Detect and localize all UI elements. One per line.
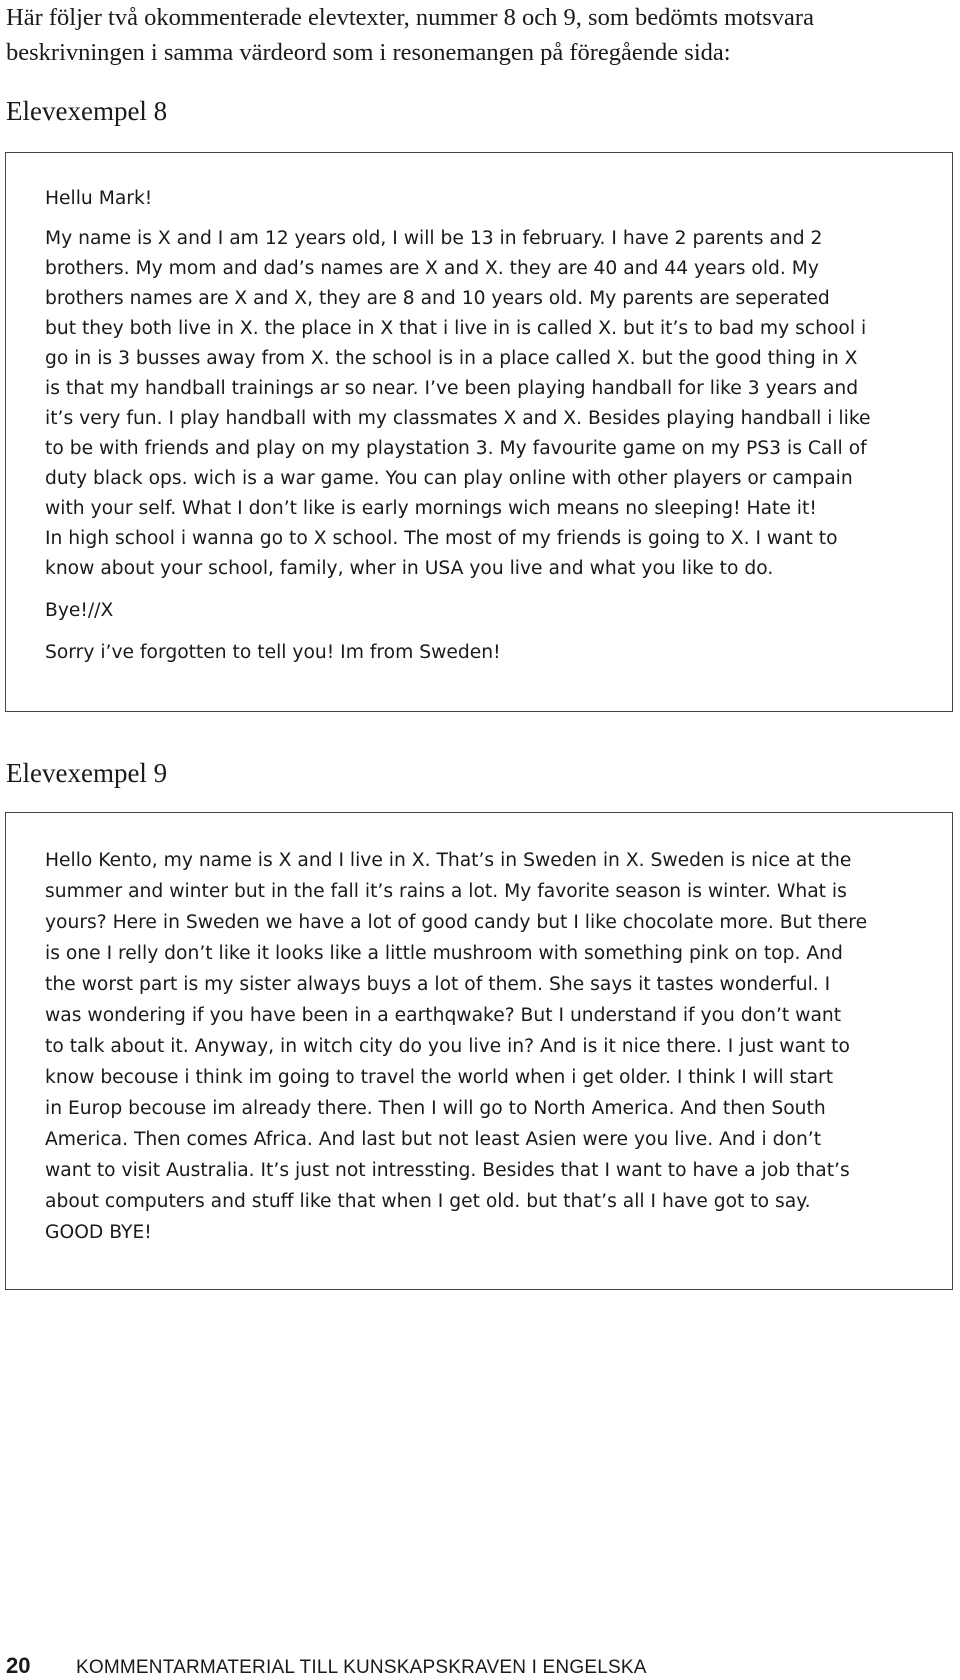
letter-line: In high school i wanna go to X school. The most of my friends is going to X. I want to — [45, 528, 838, 549]
example-8-text-box — [5, 152, 953, 712]
letter-line: Hellu Mark! — [45, 188, 153, 209]
letter-signature: Bye!//X — [45, 600, 114, 621]
letter-line: was wondering if you have been in a earthqwake? But I understand if you don’t want — [45, 1005, 842, 1026]
letter-line: to talk about it. Anyway, in witch city do you live in? And is it nice there. I just want to — [45, 1036, 850, 1057]
letter-line: go in is 3 busses away from X. the school is in a place called X. but the good thing in X — [45, 348, 858, 369]
example-9-text-box — [5, 812, 953, 1290]
page-number: 20 — [6, 1653, 31, 1678]
letter-line: know about your school, family, wher in USA you live and what you like to do. — [45, 558, 774, 579]
letter-line: is one I relly don’t like it looks like a little mushroom with something pink on top. And — [45, 943, 843, 964]
intro-line: beskrivningen i samma värdeord som i resonemangen på föregående sida: — [6, 39, 731, 66]
letter-line: in Europ becouse im already there. Then I will go to North America. And then South — [45, 1098, 826, 1119]
letter-line: brothers. My mom and dad’s names are X and X. they are 40 and 44 years old. My — [45, 258, 819, 279]
letter-line: duty black ops. wich is a war game. You can play online with other players or campain — [45, 468, 853, 489]
letter-line: the worst part is my sister always buys a lot of them. She says it tastes wonderful. I — [45, 974, 831, 995]
letter-line: summer and winter but in the fall it’s rains a lot. My favorite season is winter. What is — [45, 881, 847, 902]
letter-line: with your self. What I don’t like is early mornings wich means no sleeping! Hate it! — [45, 498, 817, 519]
footer-title: KOMMENTARMATERIAL TILL KUNSKAPSKRAVEN I ENGELSKA — [76, 1657, 647, 1678]
letter-line: GOOD BYE! — [45, 1222, 152, 1243]
letter-line: about computers and stuff like that when I get old. but that’s all I have got to say. — [45, 1191, 811, 1212]
letter-line: know becouse i think im going to travel the world when i get older. I think I will start — [45, 1067, 834, 1088]
letter-line: America. Then comes Africa. And last but not least Asien were you live. And i don’t — [45, 1129, 822, 1150]
letter-postscript: Sorry i’ve forgotten to tell you! Im from Sweden! — [45, 642, 501, 663]
letter-line: yours? Here in Sweden we have a lot of good candy but I like chocolate more. But there — [45, 912, 868, 933]
letter-line: but they both live in X. the place in X that i live in is called X. but it’s to bad my school i — [45, 318, 867, 339]
example-9-heading: Elevexempel 9 — [6, 758, 168, 788]
letter-line: is that my handball trainings ar so near. I’ve been playing handball for like 3 years and — [45, 378, 859, 399]
letter-line: to be with friends and play on my playstation 3. My favourite game on my PS3 is Call of — [45, 438, 867, 459]
letter-line: it’s very fun. I play handball with my classmates X and X. Besides playing handball i like — [45, 408, 871, 429]
intro-paragraph — [6, 0, 946, 70]
letter-line: want to visit Australia. It’s just not intressting. Besides that I want to have a job that’s — [45, 1160, 850, 1181]
letter-line: My name is X and I am 12 years old, I will be 13 in february. I have 2 parents and 2 — [45, 228, 823, 249]
letter-line: brothers names are X and X, they are 8 and 10 years old. My parents are seperated — [45, 288, 830, 309]
example-8-heading: Elevexempel 8 — [6, 96, 168, 126]
intro-line: Här följer två okommenterade elevtexter, nummer 8 och 9, som bedömts motsvara — [6, 4, 814, 31]
letter-line: Hello Kento, my name is X and I live in X. That’s in Sweden in X. Sweden is nice at the — [45, 850, 852, 871]
